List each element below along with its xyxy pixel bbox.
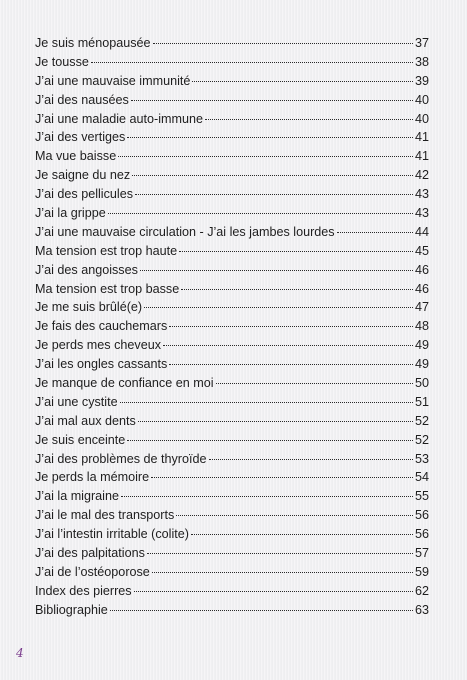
toc-entry-title: Je saigne du nez	[35, 168, 131, 183]
toc-entry-title: Je perds la mémoire	[35, 470, 150, 485]
toc-entry	[35, 487, 429, 506]
toc-entry-page: 45	[414, 243, 429, 258]
toc-entry	[35, 147, 429, 166]
toc-entry	[35, 185, 429, 204]
toc-entry	[35, 393, 429, 412]
toc-entry-page: 53	[414, 451, 429, 466]
toc-entry-title: J’ai des problèmes de thyroïde	[35, 451, 207, 466]
dot-leader	[179, 251, 413, 252]
toc-entry-title: J’ai l’intestin irritable (colite)	[35, 527, 189, 542]
toc-entry-title: Bibliographie	[35, 602, 108, 617]
toc-entry-page: 43	[414, 206, 429, 221]
dot-leader	[91, 62, 413, 63]
dot-leader	[169, 364, 413, 365]
toc-entry-title: J’ai mal aux dents	[35, 413, 136, 428]
dot-leader	[108, 213, 413, 214]
toc-entry	[35, 72, 429, 91]
toc-entry-page: 50	[414, 376, 429, 391]
toc-entry-page: 56	[414, 508, 429, 523]
toc-entry-title: J’ai des nausées	[35, 92, 129, 107]
dot-leader	[135, 194, 413, 195]
toc-entry	[35, 166, 429, 185]
toc-entry-title: J’ai des vertiges	[35, 130, 126, 145]
toc-entry-title: Je me suis brûlé(e)	[35, 300, 143, 315]
toc-entry	[35, 336, 429, 355]
toc-entry-page: 49	[414, 357, 429, 372]
toc-entry-page: 39	[414, 73, 429, 88]
dot-leader	[151, 477, 413, 478]
toc-entry-title: J’ai des angoisses	[35, 262, 138, 277]
toc-entry	[35, 110, 429, 129]
toc-entry	[35, 563, 429, 582]
toc-entry	[35, 223, 429, 242]
toc-entry-title: Je suis enceinte	[35, 432, 126, 447]
dot-leader	[205, 119, 413, 120]
toc-entry-title: Ma tension est trop haute	[35, 243, 178, 258]
dot-leader	[191, 534, 413, 535]
toc-entry-page: 62	[414, 583, 429, 598]
toc-entry	[35, 468, 429, 487]
toc-entry-page: 56	[414, 527, 429, 542]
dot-leader	[127, 440, 413, 441]
toc-entry-page: 44	[414, 224, 429, 239]
toc-entry-page: 40	[414, 111, 429, 126]
dot-leader	[216, 383, 413, 384]
toc-entry-title: Je manque de confiance en moi	[35, 376, 214, 391]
toc-entry-page: 37	[414, 36, 429, 50]
toc-entry-title: Ma tension est trop basse	[35, 281, 180, 296]
toc-entry-page: 46	[414, 281, 429, 296]
toc-entry-page: 43	[414, 187, 429, 202]
toc-entry-page: 48	[414, 319, 429, 334]
toc-entry-title: J’ai la migraine	[35, 489, 119, 504]
toc-entry	[35, 525, 429, 544]
toc-entry	[35, 544, 429, 563]
toc-entry-page: 59	[414, 564, 429, 579]
toc-entry-title: J’ai des pellicules	[35, 187, 134, 202]
dot-leader	[169, 326, 413, 327]
toc-entry	[35, 506, 429, 525]
toc-entry	[35, 582, 429, 601]
dot-leader	[152, 572, 413, 573]
toc-entry	[35, 53, 429, 72]
dot-leader	[134, 591, 413, 592]
toc-entry	[35, 317, 429, 336]
toc-entry-page: 57	[414, 546, 429, 561]
dot-leader	[337, 232, 413, 233]
toc-entry-title: Je suis ménopausée	[35, 36, 151, 50]
toc-entry-title: J’ai le mal des transports	[35, 508, 175, 523]
toc-entry-title: J’ai des palpitations	[35, 546, 145, 561]
dot-leader	[120, 402, 413, 403]
dot-leader	[209, 459, 413, 460]
dot-leader	[192, 81, 413, 82]
dot-leader	[144, 307, 413, 308]
dot-leader	[176, 515, 413, 516]
toc-entry	[35, 128, 429, 147]
toc-entry-page: 41	[414, 149, 429, 164]
toc-entry-title: Je tousse	[35, 54, 89, 69]
toc-entry-page: 52	[414, 413, 429, 428]
toc-entry-title: Je perds mes cheveux	[35, 338, 161, 353]
toc-entry	[35, 280, 429, 299]
toc-entry-title: J’ai une maladie auto-immune	[35, 111, 204, 126]
dot-leader	[127, 137, 413, 138]
page-number: 4	[16, 646, 24, 660]
dot-leader	[138, 421, 413, 422]
toc-entry-title: J’ai une mauvaise circulation - J’ai les jambes lourdes	[35, 224, 335, 239]
toc-entry-title: J’ai une cystite	[35, 394, 118, 409]
toc-entry	[35, 261, 429, 280]
toc-entry-page: 55	[414, 489, 429, 504]
toc-entry	[35, 242, 429, 261]
toc-entry	[35, 601, 429, 620]
toc-entry	[35, 34, 429, 53]
toc-entry-title: Ma vue baisse	[35, 149, 117, 164]
toc-entry-title: J’ai la grippe	[35, 206, 106, 221]
toc-entry-title: J’ai les ongles cassants	[35, 357, 168, 372]
toc-entry	[35, 450, 429, 469]
toc-entry-page: 38	[414, 54, 429, 69]
dot-leader	[132, 175, 413, 176]
dot-leader	[110, 610, 413, 611]
toc-entry	[35, 91, 429, 110]
toc-entry	[35, 298, 429, 317]
dot-leader	[153, 43, 413, 44]
toc-entry	[35, 412, 429, 431]
toc-entry-page: 51	[414, 394, 429, 409]
toc-entry-page: 49	[414, 338, 429, 353]
toc-entry-page: 42	[414, 168, 429, 183]
dot-leader	[147, 553, 413, 554]
dot-leader	[131, 100, 413, 101]
toc-entry-page: 47	[414, 300, 429, 315]
toc-entry-page: 54	[414, 470, 429, 485]
toc-entry-page: 40	[414, 92, 429, 107]
toc-entry-title: J’ai une mauvaise immunité	[35, 73, 191, 88]
toc-entry-title: Index des pierres	[35, 583, 132, 598]
toc-entry-page: 52	[414, 432, 429, 447]
toc-entry	[35, 204, 429, 223]
toc-entry	[35, 374, 429, 393]
toc-entry-page: 46	[414, 262, 429, 277]
dot-leader	[181, 289, 413, 290]
toc-entry-title: Je fais des cauchemars	[35, 319, 168, 334]
dot-leader	[121, 496, 413, 497]
toc-entry-page: 63	[414, 602, 429, 617]
toc-entry-page: 41	[414, 130, 429, 145]
toc-entry	[35, 431, 429, 450]
toc-entry	[35, 355, 429, 374]
dot-leader	[118, 156, 413, 157]
toc-entry-title: J’ai de l’ostéoporose	[35, 564, 150, 579]
dot-leader	[140, 270, 413, 271]
dot-leader	[163, 345, 413, 346]
table-of-contents	[35, 34, 429, 620]
